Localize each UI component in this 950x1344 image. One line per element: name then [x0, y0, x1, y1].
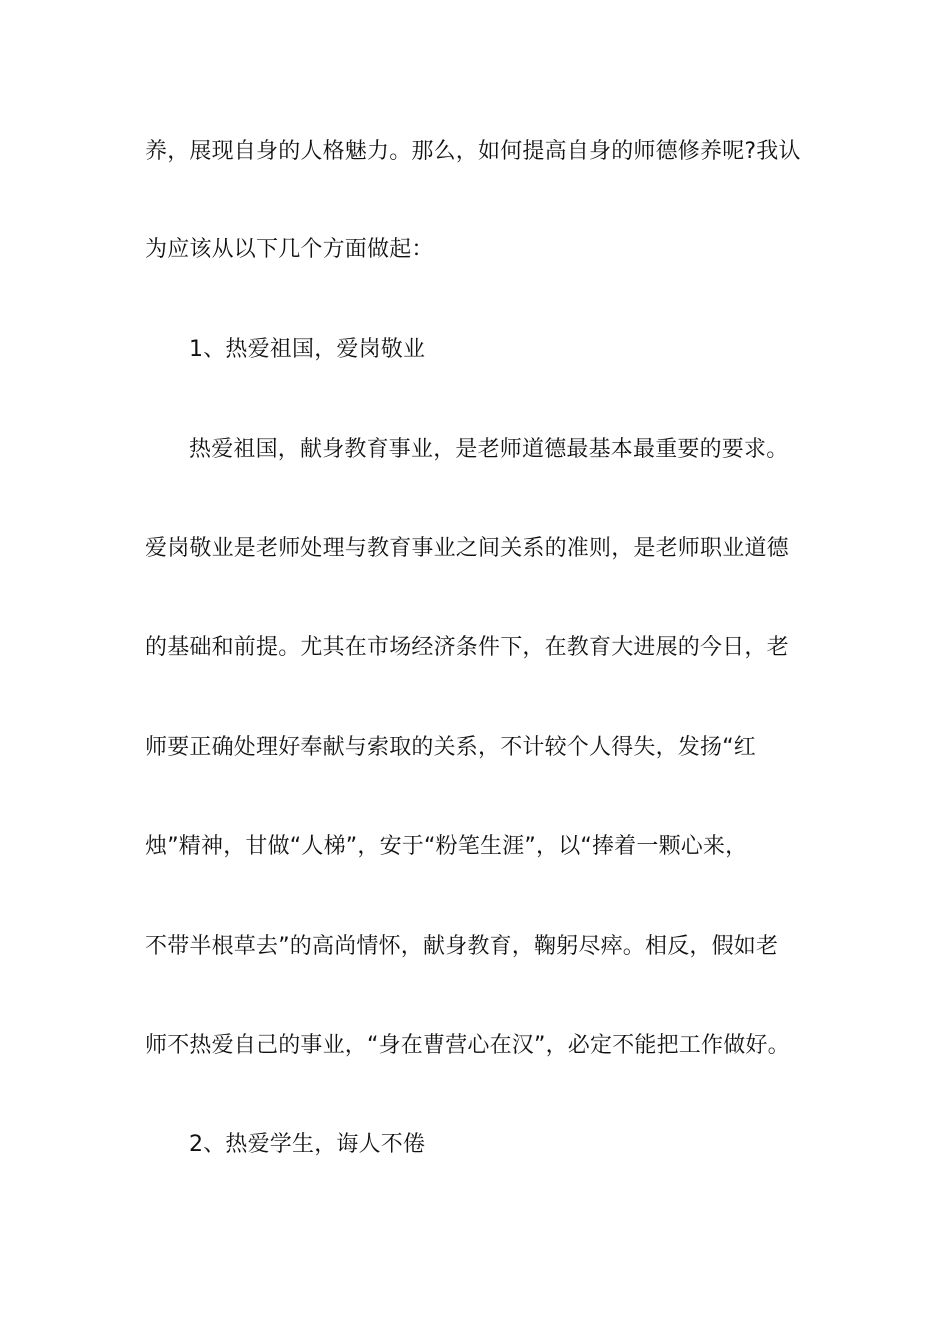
section-heading-2: 2、热爱学生，诲人不倦: [189, 1132, 426, 1157]
text-line: 师要正确处理好奉献与索取的关系，不计较个人得失，发扬“红: [145, 735, 756, 760]
text-line: 养，展现自身的人格魅力。那么，如何提高自身的师德修养呢?我认: [145, 139, 801, 164]
text-line: 师不热爱自己的事业，“身在曹营心在汉”，必定不能把工作做好。: [145, 1033, 790, 1058]
paragraph-first-line: 热爱祖国，献身教育事业，是老师道德最基本最重要的要求。: [189, 437, 789, 462]
text-line: 不带半根草去”的高尚情怀，献身教育，鞠躬尽瘁。相反，假如老: [145, 934, 779, 959]
section-heading-1: 1、热爱祖国，爱岗敬业: [189, 337, 426, 362]
text-line: 为应该从以下几个方面做起：: [145, 237, 434, 262]
text-line: 爱岗敬业是老师处理与教育事业之间关系的准则，是老师职业道德: [145, 536, 789, 561]
text-line: 的基础和前提。尤其在市场经济条件下，在教育大进展的今日，老: [145, 635, 789, 660]
text-line: 烛”精神，甘做“人梯”，安于“粉笔生涯”，以“捧着一颗心来，: [145, 834, 748, 859]
